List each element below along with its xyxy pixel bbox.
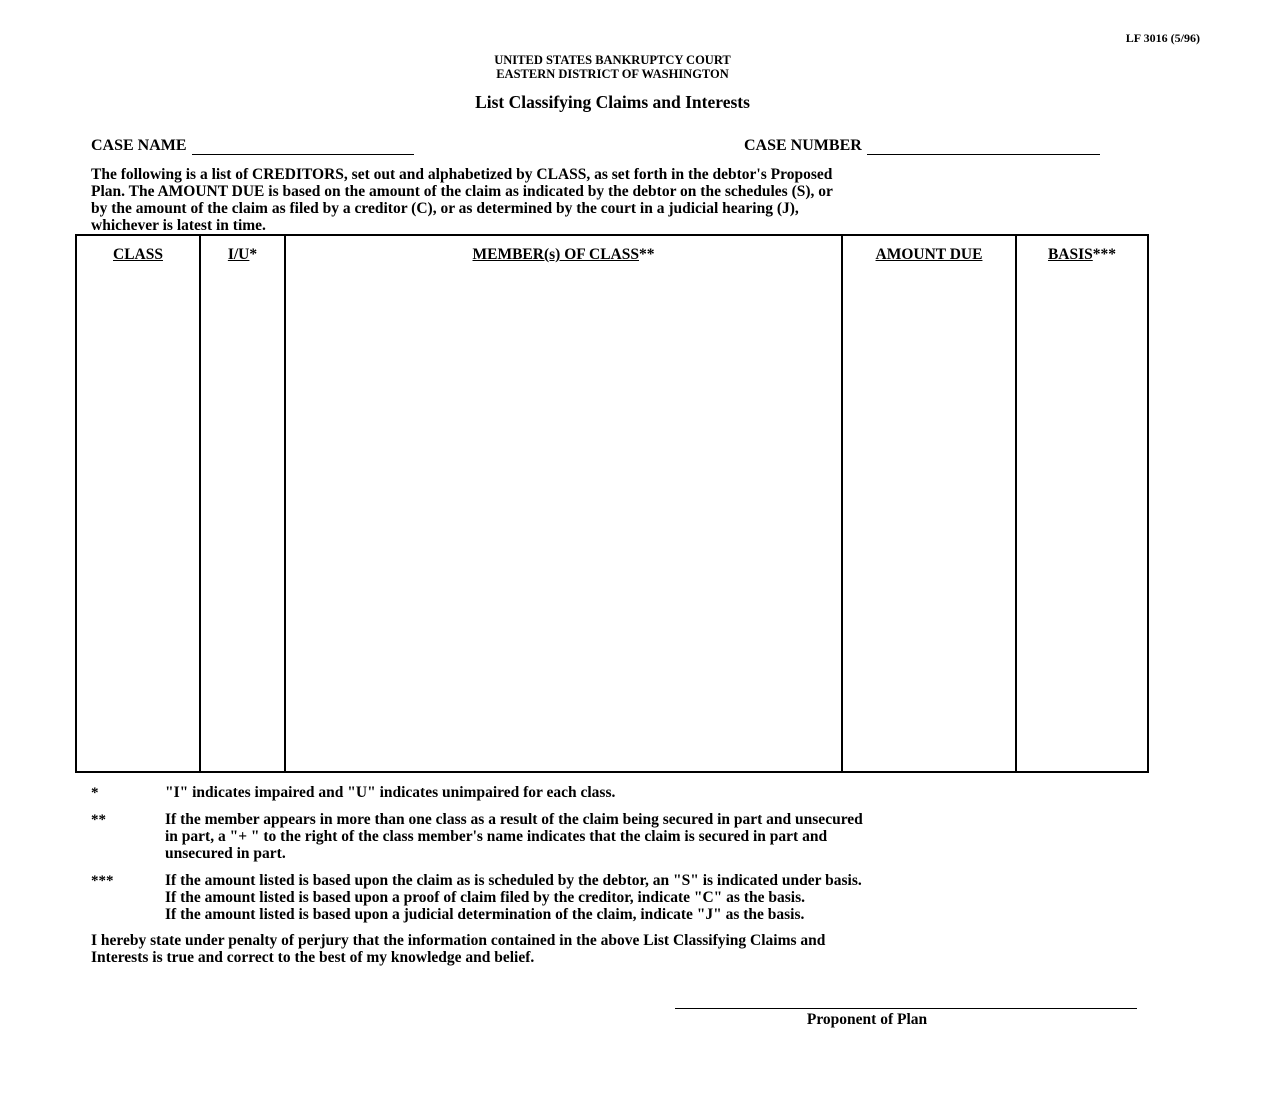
footnote-line: "I" indicates impaired and "U" indicates unimpaired for each class.	[165, 784, 616, 801]
signature-label: Proponent of Plan	[806, 1011, 928, 1028]
column-basis[interactable]	[1017, 236, 1147, 771]
claims-table	[75, 234, 1149, 773]
attestation-line: I hereby state under penalty of perjury that the information contained in the above List Classifying Claims and	[91, 932, 826, 949]
footnote-line: If the amount listed is based upon a judicial determination of the claim, indicate "J" as the basis.	[165, 906, 805, 923]
court-name: UNITED STATES BANKRUPTCY COURT	[494, 53, 731, 67]
column-header-class: CLASS	[113, 246, 163, 263]
column-header-basis: BASIS***	[1047, 246, 1117, 263]
district-name: EASTERN DISTRICT OF WASHINGTON	[496, 67, 729, 81]
intro-paragraph	[91, 166, 1131, 234]
document-title: List Classifying Claims and Interests	[475, 92, 750, 112]
footnote-impaired	[165, 784, 615, 801]
column-header-iu: I/U*	[227, 246, 258, 263]
column-amount-due[interactable]	[843, 236, 1015, 771]
case-number-label: CASE NUMBER	[744, 137, 862, 154]
intro-line: The following is a list of CREDITORS, set out and alphabetized by CLASS, as set forth in the debtor's Proposed	[91, 166, 833, 183]
column-header-amount-due: AMOUNT DUE	[875, 246, 983, 263]
footnote-line: If the member appears in more than one class as a result of the claim being secured in part and unsecured	[165, 811, 863, 828]
footnote-line: unsecured in part.	[165, 845, 286, 862]
signature-line[interactable]	[675, 1008, 1137, 1009]
column-members[interactable]	[286, 236, 841, 771]
form-number: LF 3016 (5/96)	[1125, 31, 1200, 45]
footnote-mark: ***	[91, 873, 114, 889]
footnote-secured	[165, 811, 863, 862]
footnote-line: If the amount listed is based upon a proof of claim filed by the creditor, indicate "C" as the basis.	[165, 889, 805, 906]
intro-line: Plan. The AMOUNT DUE is based on the amount of the claim as indicated by the debtor on the schedules (S), or	[91, 183, 833, 200]
column-class[interactable]	[77, 236, 199, 771]
attestation	[91, 932, 825, 966]
footnote-line: in part, a "+ " to the right of the class member's name indicates that the claim is secured in part and	[165, 828, 828, 845]
case-number-input[interactable]	[867, 138, 1100, 155]
case-name-label: CASE NAME	[91, 137, 187, 154]
attestation-line: Interests is true and correct to the best of my knowledge and belief.	[91, 949, 535, 966]
footnote-line: If the amount listed is based upon the claim as is scheduled by the debtor, an "S" is indicated under basis.	[165, 872, 862, 889]
column-header-members: MEMBER(s) OF CLASS**	[472, 246, 655, 263]
case-name-field	[91, 137, 414, 155]
intro-line: by the amount of the claim as filed by a creditor (C), or as determined by the court in a judicial hearing (J),	[91, 200, 799, 217]
case-name-input[interactable]	[192, 138, 414, 155]
column-iu[interactable]	[201, 236, 284, 771]
intro-line: whichever is latest in time.	[91, 217, 266, 234]
case-number-field	[744, 137, 1100, 155]
footnote-basis	[165, 872, 862, 923]
footnote-mark: *	[91, 785, 99, 801]
footnote-mark: **	[91, 812, 106, 828]
